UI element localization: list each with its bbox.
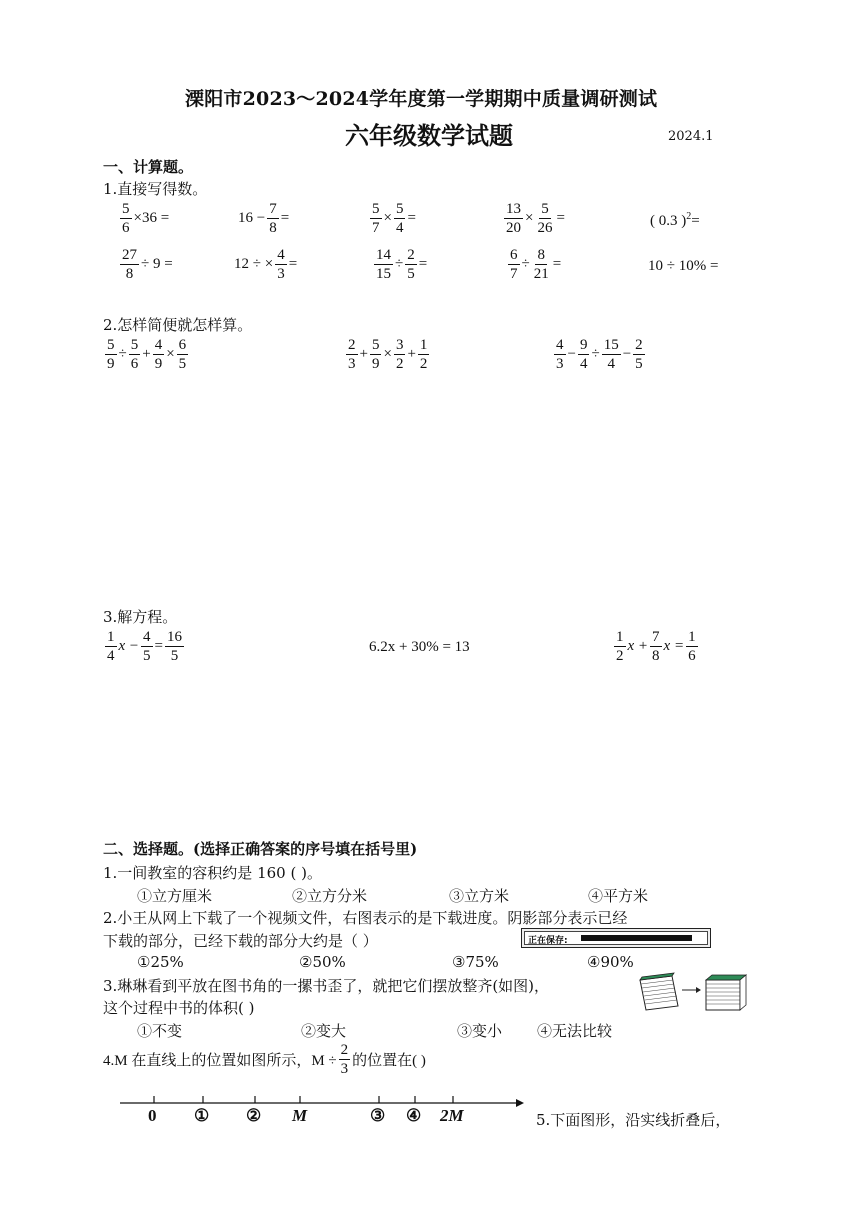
q2-label: 2.怎样简便就怎样算。 [103,316,253,334]
number-line [118,1092,528,1114]
arrow-icon [682,987,701,993]
choice-q1-opt2: ②立方分米 [292,887,368,905]
q3-label: 3.解方程。 [103,608,178,626]
choice-q1-opt4: ④平方米 [588,887,649,905]
section1-heading: 一、计算题。 [103,158,194,176]
choice-q2-opt2: ②50% [299,953,346,971]
download-progress-bar [521,928,711,948]
choice-q3-opt1: ①不变 [137,1022,183,1040]
calc-r1-e1: $\frac{5}{6}$ ×36 = [122,201,170,236]
simplify-e3: $\frac{4}{3}$ − $\frac{9}{4}$ ÷ $\frac{15}{4}$ − $\frac{2}{5}$ [556,337,643,372]
calc-r1-e2: 16 − $\frac{7}{8}$ = [238,201,290,236]
progress-fill [581,935,692,941]
numline-label-3: ③ [370,1106,386,1125]
section2-heading: 二、选择题。(选择正确答案的序号填在括号里) [103,840,418,858]
aligned-book-stack [706,975,746,1010]
calc-r2-e4: $\frac{6}{7}$ ÷ $\frac{8}{21}$ = [510,247,562,282]
numline-label-1: ① [194,1106,210,1125]
choice-q2-stem-line1: 2.小王从网上下载了一个视频文件，右图表示的是下载进度。阴影部分表示已经 [103,909,628,927]
calc-r2-e1: $\frac{27}{8}$ ÷ 9 = [122,247,173,282]
calc-r2-e2: 12 ÷ × $\frac{4}{3}$ = [234,247,298,282]
equation-e2: 6.2x + 30% = 13 [369,639,470,655]
choice-q4-stem: 4.M 在直线上的位置如图所示，M ÷ $\frac{2}{3}$ 的位置在( ) [103,1042,426,1077]
calc-r1-e5: ( 0.3 )$^2$= [650,211,700,229]
numline-label-4: ④ [406,1106,422,1125]
tilted-book-stack [640,973,678,1010]
progress-label: 正在保存: [528,936,568,946]
numline-label-0: 0 [148,1106,157,1125]
choice-q3-opt2: ②变大 [301,1022,347,1040]
equation-e1: $\frac{1}{4}$ x − $\frac{4}{5}$ = $\frac{16}{5}$ [107,629,182,664]
choice-q3-opt3: ③变小 [457,1022,503,1040]
choice-q2-opt4: ④90% [587,953,634,971]
calc-r2-e3: $\frac{14}{15}$ ÷ $\frac{2}{5}$ = [376,247,428,282]
calc-r2-e5: 10 ÷ 10% = [648,258,719,274]
exam-subtitle: 六年级数学试题 [345,121,513,150]
choice-q2-opt3: ③75% [452,953,499,971]
choice-q3-opt4: ④无法比较 [537,1022,613,1040]
q1-label: 1.直接写得数。 [103,180,208,198]
numline-label-2: ② [246,1106,262,1125]
choice-q5-stem: 5.下面图形，沿实线折叠后， [536,1111,731,1129]
exam-title: 溧阳市2023～2024学年度第一学期期中质量调研测试 [185,88,658,110]
choice-q3-stem-line1: 3.琳琳看到平放在图书角的一摞书歪了，就把它们摆放整齐(如图)， [103,977,550,995]
calc-r1-e3: $\frac{5}{7}$ × $\frac{5}{4}$ = [372,201,416,236]
numline-label-2m: 2M [440,1106,464,1125]
choice-q3-stem-line2: 这个过程中书的体积( ) [103,999,255,1017]
choice-q1-opt3: ③立方米 [449,887,510,905]
calc-r1-e4: $\frac{13}{20}$ × $\frac{5}{26}$ = [506,201,565,236]
equation-e3: $\frac{1}{2}$ x + $\frac{7}{8}$ x = $\frac{1}{6}$ [616,629,696,664]
choice-q1-opt1: ①立方厘米 [137,887,213,905]
exam-date: 2024.1 [668,129,714,144]
simplify-e2: $\frac{2}{3}$ + $\frac{5}{9}$ × $\frac{3}{2}$ + $\frac{1}{2}$ [348,337,428,372]
book-stack-figure [638,970,750,1014]
simplify-e1: $\frac{5}{9}$ ÷ $\frac{5}{6}$ + $\frac{4}{9}$ × $\frac{6}{5}$ [107,337,187,372]
numline-label-m: M [292,1106,308,1125]
choice-q2-stem-line2: 下载的部分，已经下载的部分大约是（ ） [103,932,378,950]
choice-q1-stem: 1.一间教室的容积约是 160 ( )。 [103,864,322,882]
choice-q2-opt1: ①25% [137,953,184,971]
